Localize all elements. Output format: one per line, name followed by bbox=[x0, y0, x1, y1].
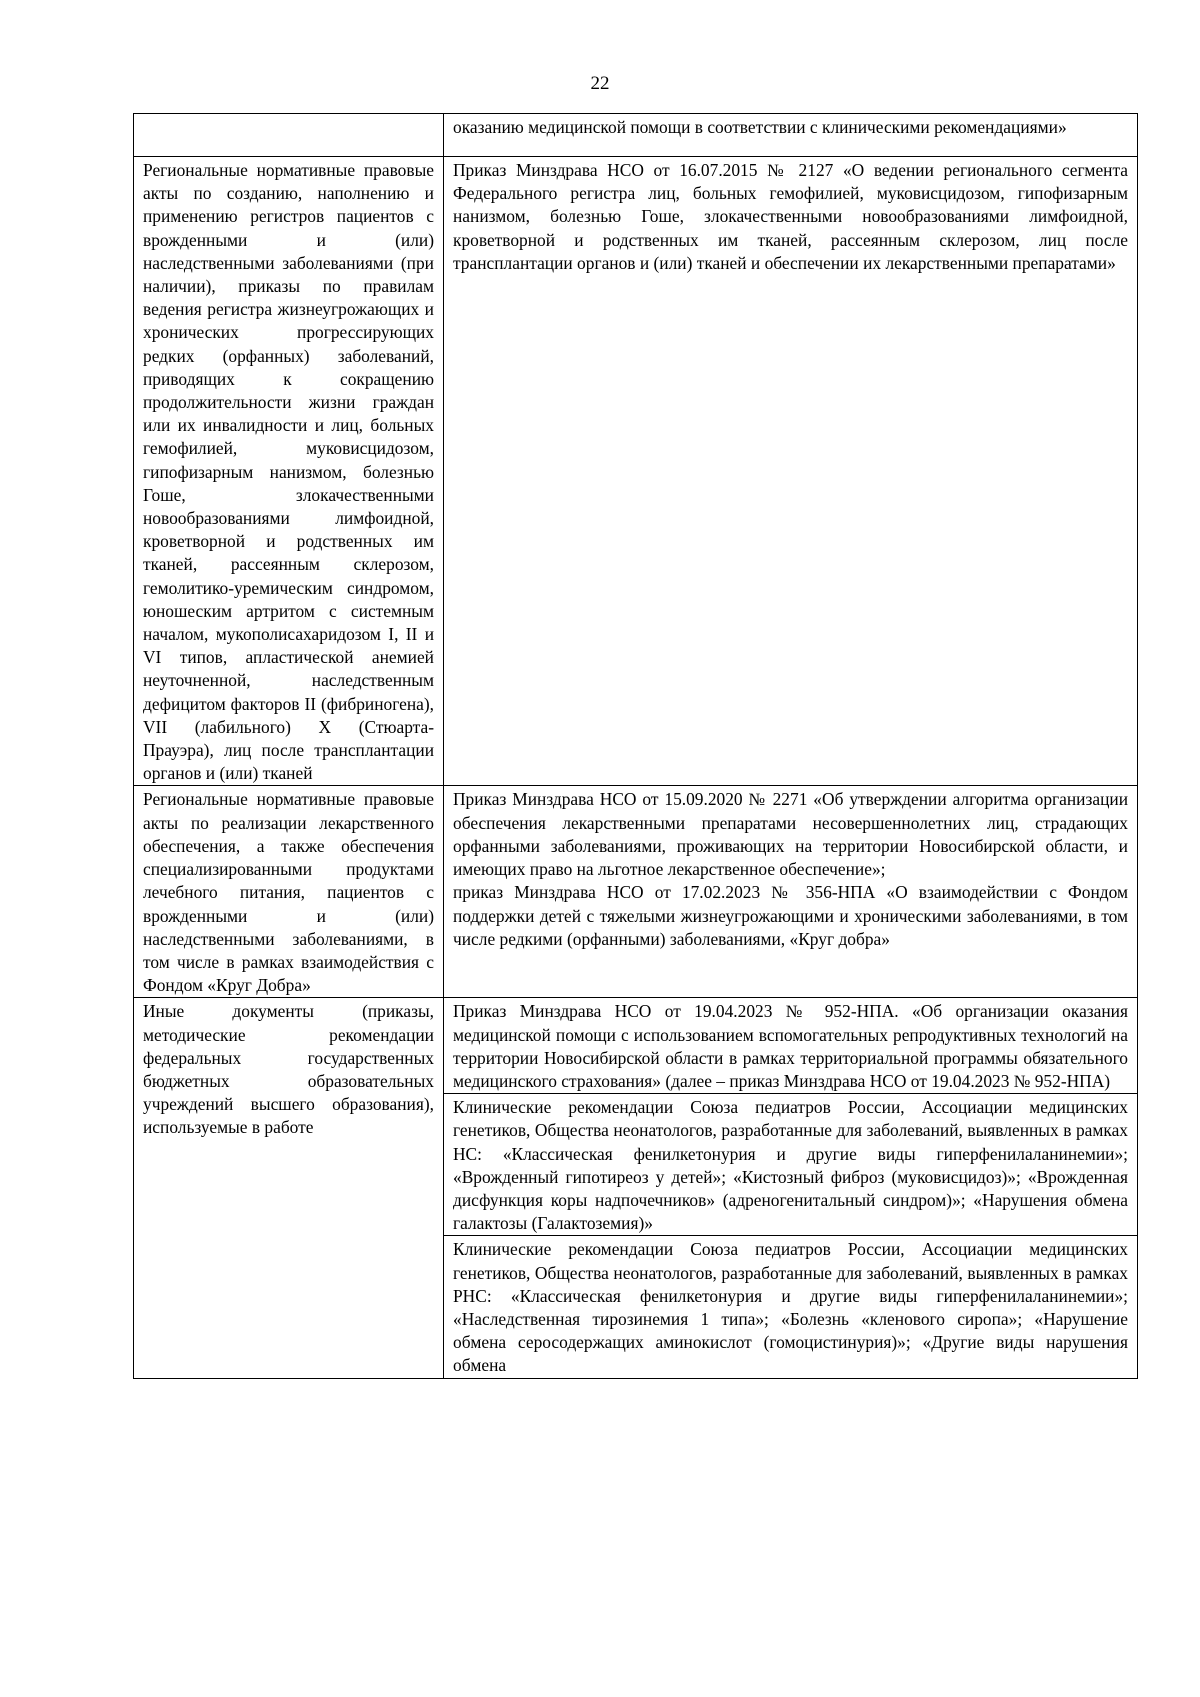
table-row bbox=[134, 114, 1138, 157]
cell-paragraph: Приказ Минздрава НСО от 16.07.2015 № 2127 «О ведении регионального сегмента Федерального регистра лиц, больных гемофилией, муковисцидозом, гипофизарным нанизмом, болезнью Гоше, злокачественными новообразованиями лимфоидной, кроветворной и родственных им тканей, рассеянным склерозом, лиц после трансплантации органов и (или) тканей и обеспечении их лекарственными препаратами» bbox=[453, 160, 1128, 273]
table-cell-right: Приказ Минздрава НСО от 19.04.2023 № 952-НПА. «Об организации оказания медицинской помощи с использованием вспомогательных репродуктивных технологий на территории Новосибирской области в рамках территориальной программы обязательного медицинского страхования» (далее – приказ Минздрава НСО от 19.04.2023 № 952-НПА) bbox=[444, 998, 1138, 1094]
table-row bbox=[134, 157, 1138, 786]
cell-paragraph: Приказ Минздрава НСО от 15.09.2020 № 2271 «Об утверждении алгоритма организации обеспечения лекарственными препаратами несовершеннолетних лиц, страдающих орфанными заболеваниями, проживающих на территории Новосибирской области, и имеющих право на льготное лекарственное обеспечение»; bbox=[453, 789, 1128, 880]
page-number: 22 bbox=[590, 73, 610, 94]
table-cell-right: Клинические рекомендации Союза педиатров России, Ассоциации медицинских генетиков, Общества неонатологов, разработанные для заболеваний, выявленных в рамках РНС: «Классическая фенилкетонурия и другие виды гиперфенилаланинемии»; «Наследственная тирозинемия 1 типа»; «Болезнь «кленового сиропа»; «Нарушение обмена серосодержащих аминокислот (гомоцистинурия)»; «Другие виды нарушения обмена bbox=[444, 1236, 1138, 1378]
table-cell-right bbox=[444, 114, 1138, 157]
table-cell-right bbox=[444, 786, 1138, 998]
table-cell-left: Региональные нормативные правовые акты по реализации лекарственного обеспечения, а также обеспечения специализированными продуктами лечебного питания, пациентов с врожденными и (или) наследственными заболеваниями, в том числе в рамках взаимодействия с Фондом «Круг Добра» bbox=[134, 786, 444, 998]
table-cell-left: Иные документы (приказы, методические рекомендации федеральных государственных бюджетных образовательных учреждений высшего образования), используемые в работе bbox=[134, 998, 444, 1378]
table-cell-right: Клинические рекомендации Союза педиатров России, Ассоциации медицинских генетиков, Общества неонатологов, разработанные для заболеваний, выявленных в рамках НС: «Классическая фенилкетонурия и другие виды гиперфенилаланинемии»; «Врожденный гипотиреоз у детей»; «Кистозный фиброз (муковисцидоз)»; «Врожденная дисфункция коры надпочечников» (адреногенитальный синдром)»; «Нарушения обмена галактозы (Галактоземия)» bbox=[444, 1094, 1138, 1236]
cell-paragraph: приказ Минздрава НСО от 17.02.2023 № 356-НПА «О взаимодействии с Фондом поддержки детей с тяжелыми жизнеугрожающими и хроническими заболеваниями, в том числе редкими (орфанными) заболеваниями, «Круг добра» bbox=[453, 882, 1128, 949]
table-row bbox=[134, 998, 1138, 1094]
table-cell-right bbox=[444, 157, 1138, 786]
table-cell-left bbox=[134, 114, 444, 157]
cell-paragraph: оказанию медицинской помощи в соответствии с клиническими рекомендациями» bbox=[453, 117, 1067, 137]
table-row bbox=[134, 786, 1138, 998]
document-table bbox=[133, 113, 1138, 1379]
table-cell-left: Региональные нормативные правовые акты по созданию, наполнению и применению регистров пациентов с врожденными и (или) наследственными заболеваниями (при наличии), приказы по правилам ведения регистра жизнеугрожающих и хронических прогрессирующих редких (орфанных) заболеваний, приводящих к сокращению продолжительности жизни граждан или их инвалидности и лиц, больных гемофилией, муковисцидозом, гипофизарным нанизмом, болезнью Гоше, злокачественными новообразованиями лимфоидной, кроветворной и родственных им тканей, рассеянным склерозом, гемолитико-уремическим синдромом, юношеским артритом с системным началом, мукополисахаридозом I, II и VI типов, апластической анемией неуточненной, наследственным дефицитом факторов II (фибриногена), VII (лабильного) X (Стюарта-Прауэра), лиц после трансплантации органов и (или) тканей bbox=[134, 157, 444, 786]
